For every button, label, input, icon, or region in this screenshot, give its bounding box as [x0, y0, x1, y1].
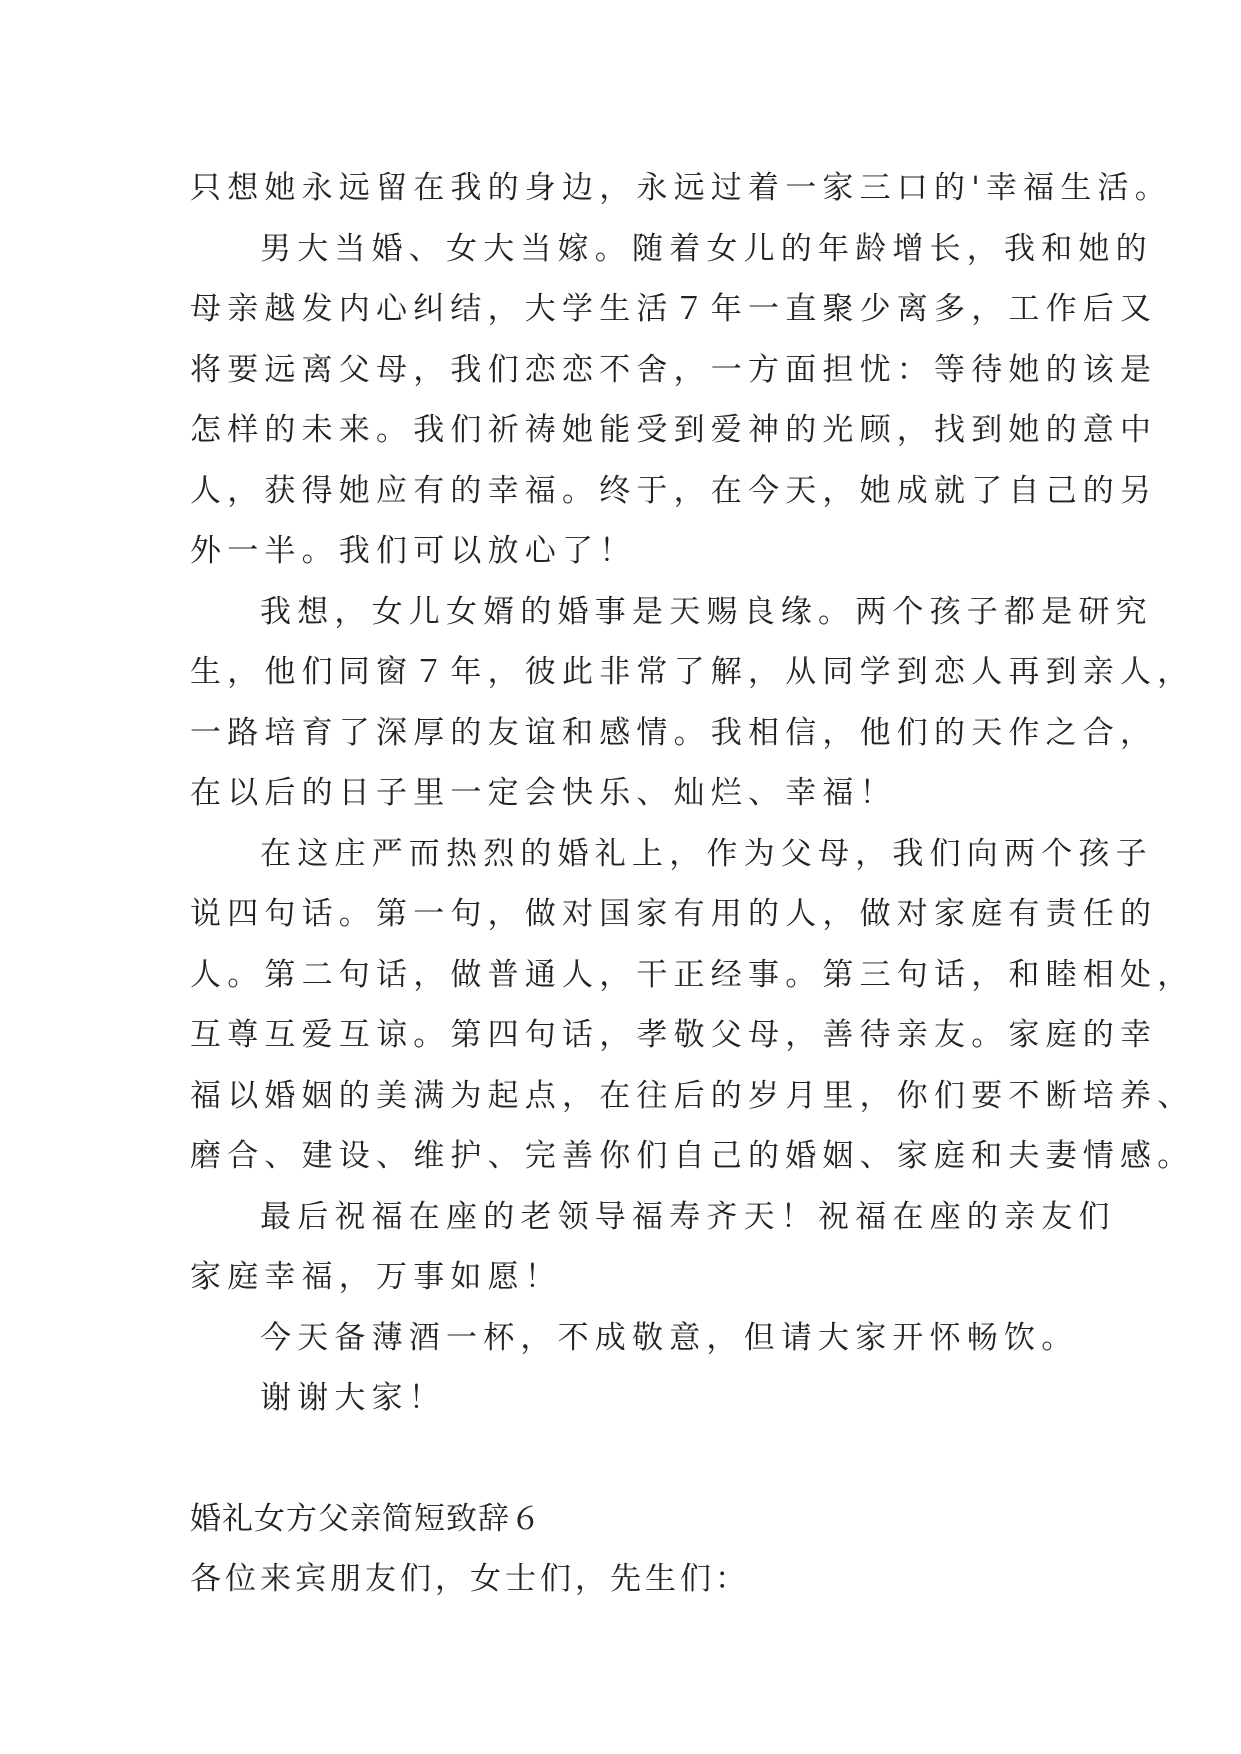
- text-line: 母亲越发内心纠结，大学生活７年一直聚少离多，工作后又: [190, 291, 1158, 327]
- text-line: 互尊互爱互谅。第四句话，孝敬父母，善待亲友。家庭的幸: [190, 1017, 1158, 1053]
- text-line: 说四句话。第一句，做对国家有用的人，做对家庭有责任的: [190, 896, 1158, 932]
- text-line: 谢谢大家！: [260, 1380, 446, 1416]
- text-line: 怎样的未来。我们祈祷她能受到爱神的光顾，找到她的意中: [190, 412, 1158, 448]
- section-heading: 婚礼女方父亲简短致辞６: [190, 1500, 542, 1537]
- text-line: 在以后的日子里一定会快乐、灿烂、幸福！: [190, 775, 897, 811]
- text-line: 人。第二句话，做普通人，干正经事。第三句话，和睦相处，: [190, 956, 1195, 993]
- text-line: 一路培育了深厚的友谊和感情。我相信，他们的天作之合，: [190, 714, 1158, 751]
- text-line: 在这庄严而热烈的婚礼上，作为父母，我们向两个孩子: [260, 835, 1153, 872]
- section-gap: [190, 1429, 1060, 1489]
- text-line: 生，他们同窗７年，彼此非常了解，从同学到恋人再到亲人，: [190, 654, 1195, 690]
- text-line: 只想她永远留在我的身边，永远过着一家三口的'幸福生活。: [190, 170, 1172, 206]
- document-body: [190, 158, 1195, 1610]
- text-line: 外一半。我们可以放心了！: [190, 533, 637, 569]
- text-line: 磨合、建设、维护、完善你们自己的婚姻、家庭和夫妻情感。: [190, 1138, 1195, 1174]
- text-line: 福以婚姻的美满为起点，在往后的岁月里，你们要不断培养、: [190, 1077, 1195, 1114]
- salutation-line: 各位来宾朋友们，女士们，先生们：: [190, 1561, 750, 1597]
- text-line: 今天备薄酒一杯，不成敬意，但请大家开怀畅饮。: [260, 1319, 1079, 1356]
- text-line: 家庭幸福，万事如愿！: [190, 1259, 562, 1295]
- text-line: 男大当婚、女大当嫁。随着女儿的年龄增长，我和她的: [260, 230, 1153, 267]
- text-line: 人，获得她应有的幸福。终于，在今天，她成就了自己的另: [190, 472, 1158, 509]
- text-line: 最后祝福在座的老领导福寿齐天！祝福在座的亲友们: [260, 1198, 1116, 1235]
- text-line: 将要远离父母，我们恋恋不舍，一方面担忧：等待她的该是: [190, 351, 1158, 388]
- text-line: 我想，女儿女婿的婚事是天赐良缘。两个孩子都是研究: [260, 593, 1153, 630]
